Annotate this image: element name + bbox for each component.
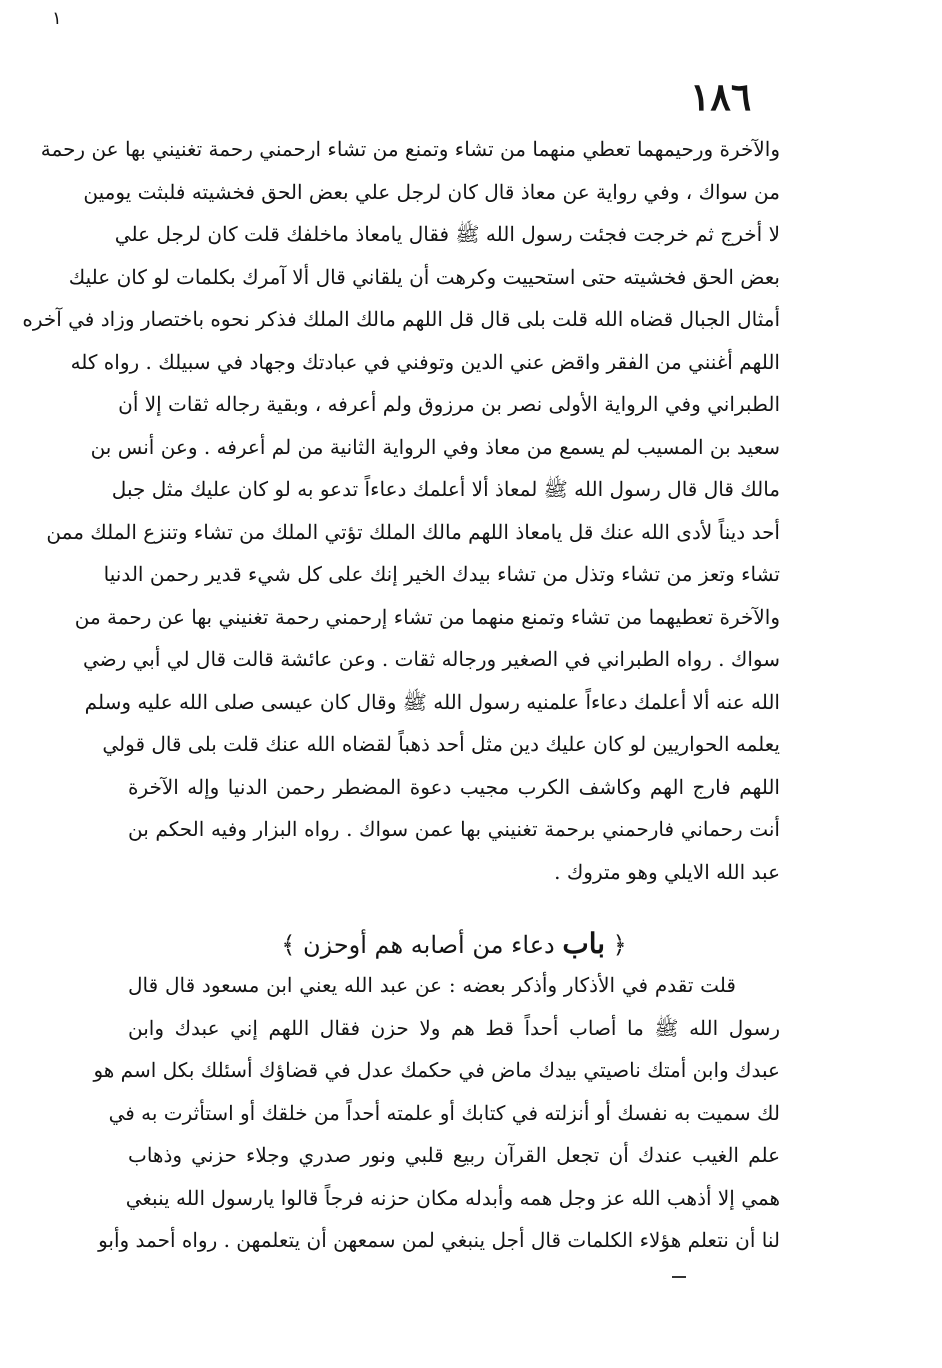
text-line: تشاء وتعز من تشاء وتذل من تشاء بيدك الخير إنك على كل شيء قدير رحمن الدنيا (103, 562, 780, 586)
text-line: لك سميت به نفسك أو أنزلته في كتابك أو علمته أحداً من خلقك أو استأثرت به في (108, 1100, 780, 1125)
text-line: قلت تقدم في الأذكار وأذكر بعضه : عن عبد الله يعني ابن مسعود قال قال (128, 973, 736, 997)
text-line: من سواك ، وفي رواية عن معاذ قال كان لرجل علي بعض الحق فخشيته فلبثت يومين (83, 179, 780, 204)
text-line: لا أخرج ثم خرجت فجئت رسول الله ﷺ فقال يامعاذ ماخلفك قلت كان لرجل علي (114, 222, 780, 246)
text-line: أحد ديناً لأدى الله عنك قل يامعاذ اللهم مالك الملك تؤتي الملك من تشاء وتنزع الملك ممن (46, 519, 780, 544)
heading-bracket-open: ﴿ (612, 931, 627, 959)
text-line: سعيد بن المسيب لم يسمع من معاذ وفي الرواية الثانية من لم أعرفه . وعن أنس بن (90, 434, 780, 459)
heading-bab: باب (562, 927, 606, 960)
text-line: أمثال الجبال قضاه الله قلت بلى قال قل اللهم مالك الملك فذكر نحوه باختصار وزاد في آخره (22, 307, 780, 331)
text-line: مالك قال قال رسول الله ﷺ لمعاذ ألا أعلمك دعاءاً تدعو به لو كان عليك مثل جبل (111, 477, 780, 501)
text-line: رسول الله ﷺ ما أصاب أحداً قط هم ولا حزن فقال اللهم إني عبدك وابن (128, 1015, 780, 1040)
heading-title: دعاء من أصابه هم أوحزن (302, 931, 555, 959)
heading-bracket-close: ﴾ (281, 931, 296, 959)
text-line: همي إلا أذهب الله عز وجل همه وأبدله مكان حزنه فرجاً قالوا يارسول الله ينبغي (125, 1185, 780, 1210)
paragraph-2 (93, 964, 780, 1262)
text-line: علم الغيب عندك أن تجعل القرآن ربيع قلبي ونور صدري وجلاء حزني وذهاب (128, 1143, 780, 1167)
text-line: عبدك وابن أمتك ناصيتي بيدك ماض في حكمك عدل في قضاؤك أسئلك بكل اسم هو (93, 1058, 780, 1082)
chapter-heading (128, 922, 780, 966)
text-line: عبد الله الايلي وهو متروك . (554, 859, 780, 884)
text-line: الله عنه ألا أعلمك دعاءاً علمنيه رسول الله ﷺ وقال كان عيسى صلى الله عليه وسلم (84, 689, 780, 714)
text-line: اللهم فارج الهم وكاشف الكرب مجيب دعوة المضطر رحمن الدنيا وإله الآخرة (128, 774, 780, 799)
text-line: بعض الحق فخشيته حتى استحييت وكرهت أن يلقاني قال ألا آمرك بكلمات لو كان عليك (68, 264, 780, 289)
text-line: سواك . رواه الطبراني في الصغير ورجاله ثقات . وعن عائشة قالت قال لي أبي رضي (82, 647, 780, 671)
text-line: يعلمه الحواريين لو كان عليك دين مثل أحد ذهباً لقضاه الله عنك قلت بلى قال قولي (102, 732, 780, 756)
text-line: اللهم أغنني من الفقر واقض عني الدين وتوفني في عبادتك وجهاد في سبيلك . رواه كله (70, 349, 780, 374)
text-line: الطبراني وفي الرواية الأولى نصر بن مرزوق ولم أعرفه ، وبقية رجاله ثقات إلا أن (118, 392, 780, 416)
text-line: أنت رحماني فارحمني برحمة تغنيني بها عمن سواك . رواه البزار وفيه الحكم بن (128, 817, 780, 841)
margin-mark: ١ (52, 8, 62, 29)
text-line: والآخرة تعطيهما من تشاء وتمنع منهما من تشاء إرحمني رحمة تغنيني بها عن رحمة من (74, 604, 780, 629)
paragraph-1 (22, 128, 780, 893)
text-line: لنا أن نتعلم هؤلاء الكلمات قال أجل ينبغي لمن سمعهن أن يتعلمهن . رواه أحمد وأبو (98, 1228, 780, 1252)
footer-dash (672, 1276, 686, 1278)
text-line: والآخرة ورحيمهما تعطي منهما من تشاء وتمنع من تشاء ارحمني رحمة تغنيني بها عن رحمة (40, 137, 780, 161)
page-number: ١٨٦ (690, 74, 752, 119)
